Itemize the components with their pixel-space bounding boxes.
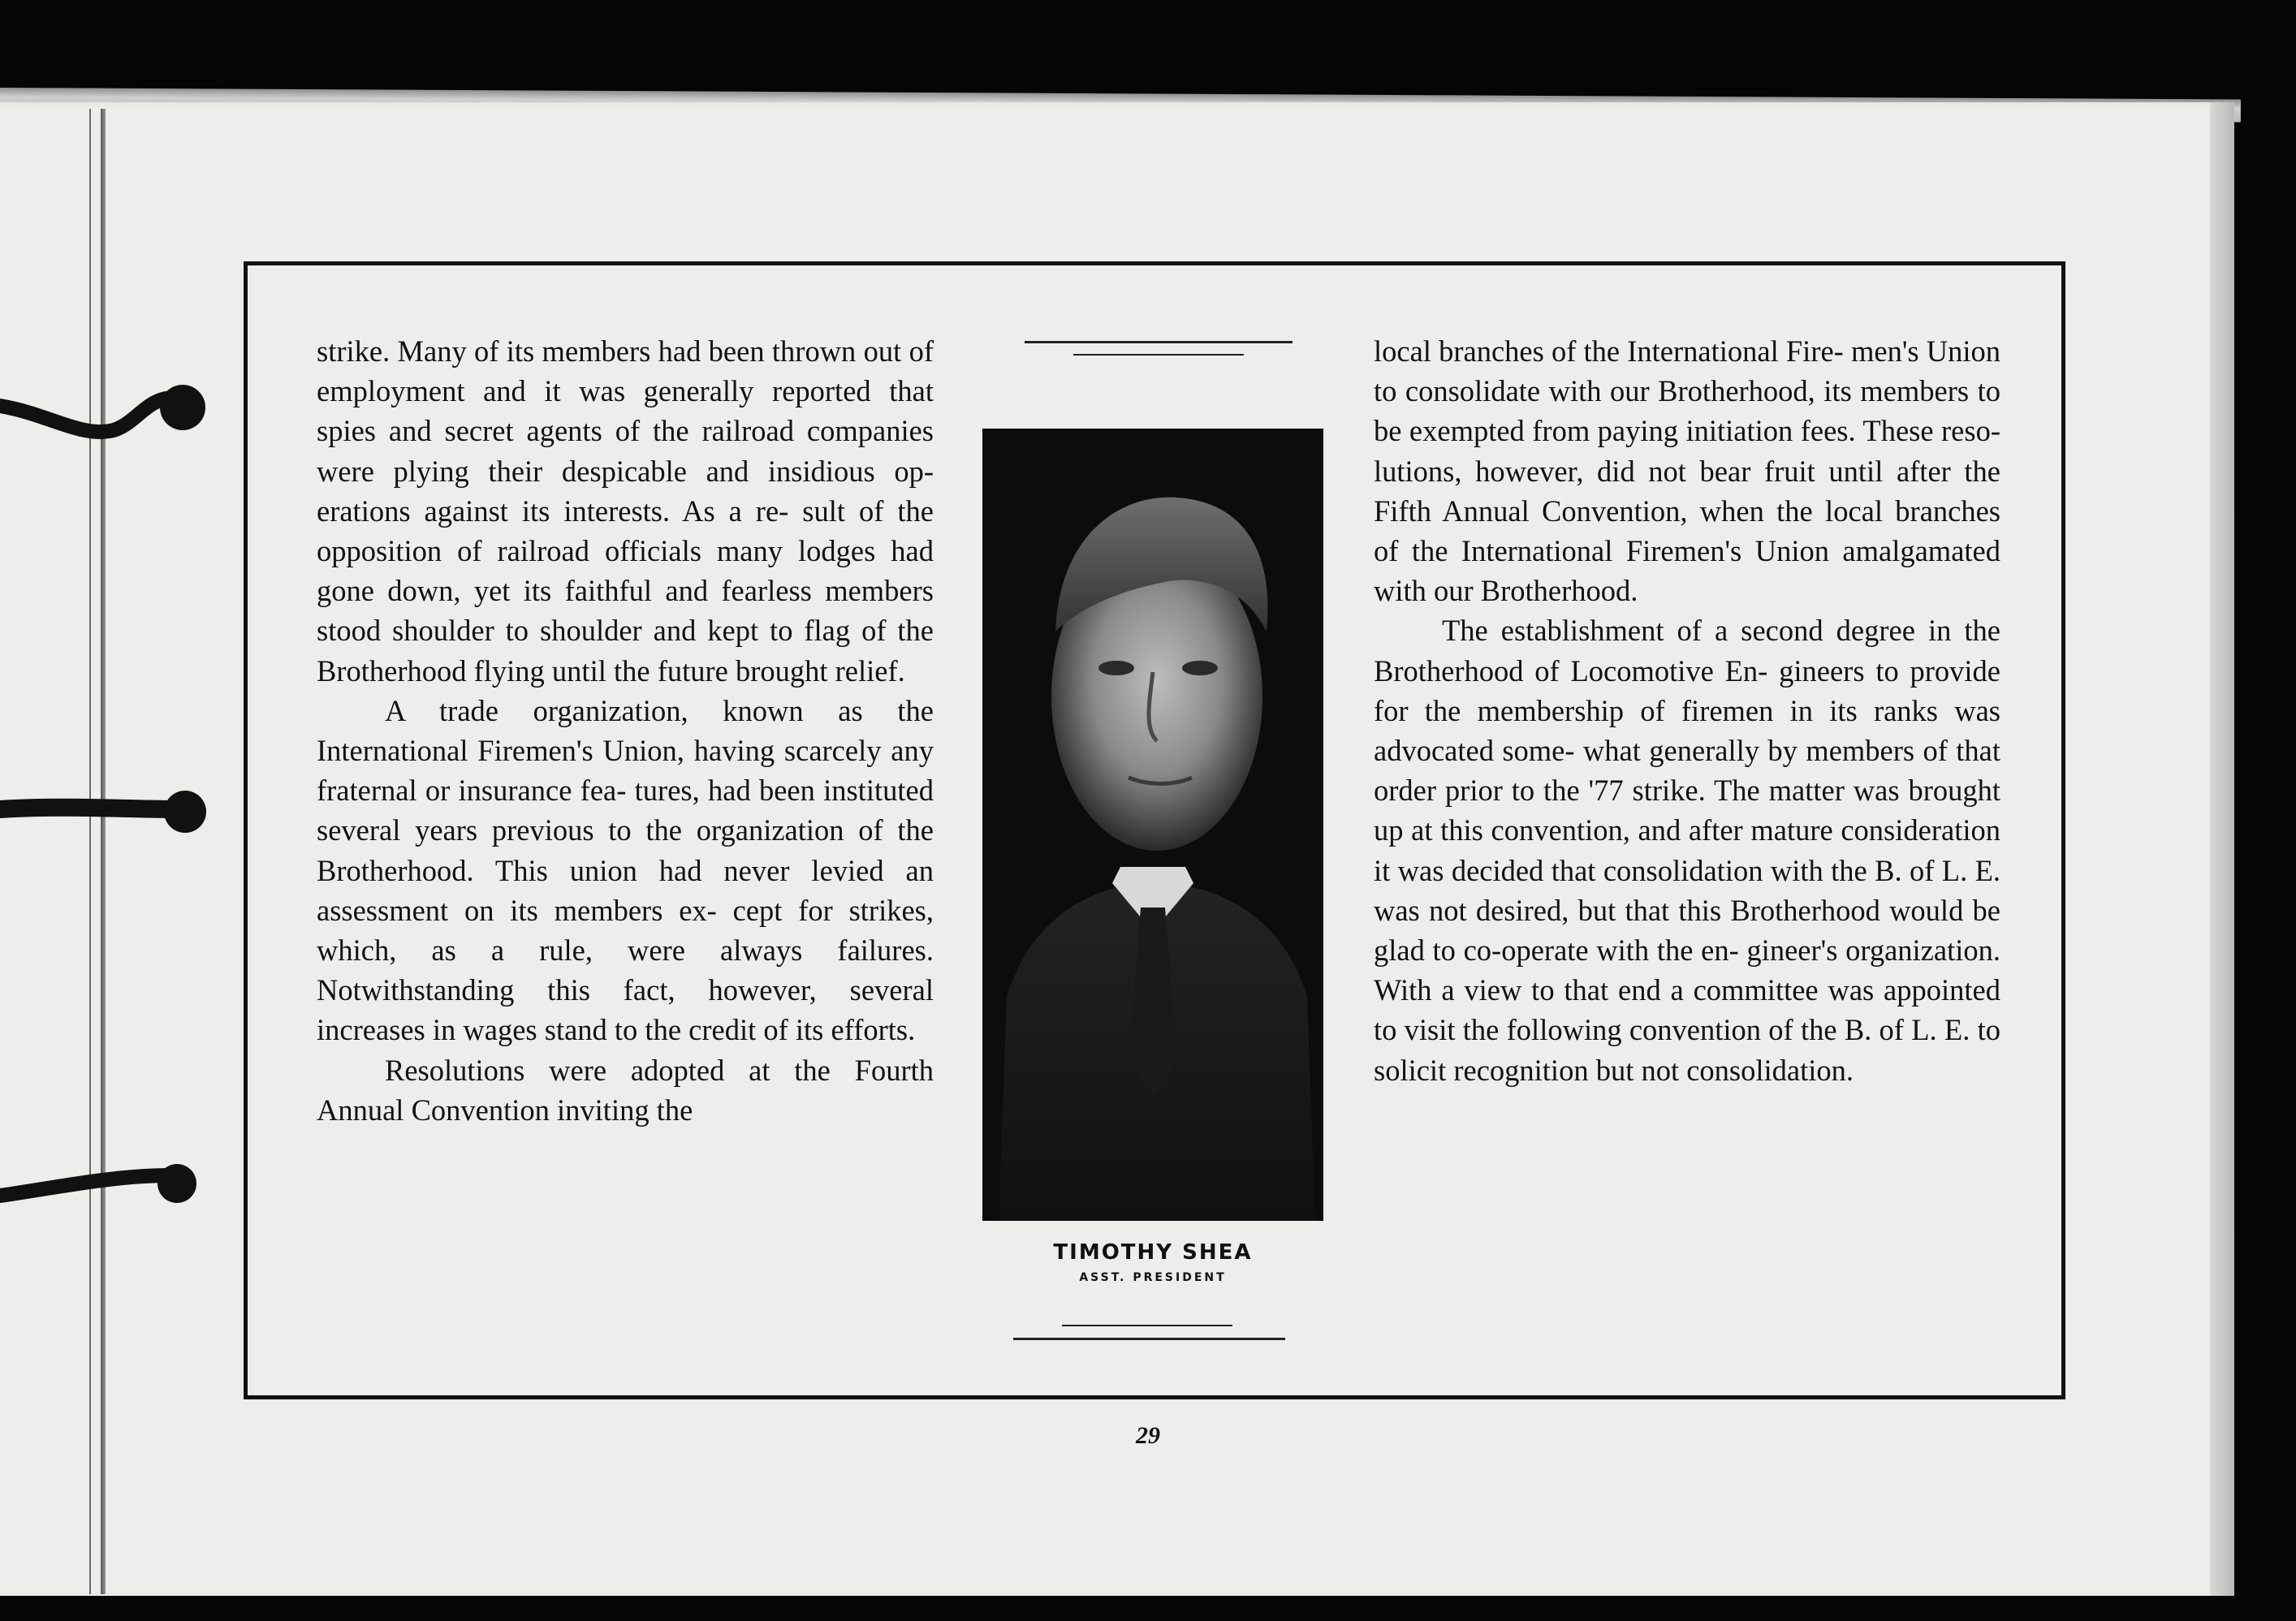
binding-ring-icon [0, 1151, 211, 1224]
portrait-image [982, 429, 1323, 1221]
right-text-column [1374, 331, 2000, 1090]
paragraph: A trade organization, known as the International Firemen's Union, having scarcely any fraternal or insurance fea- tures, had been instituted several years previous to the organization of the Brotherhood. This union had never levied an assessment on its members ex- cept for strikes, which, as a rule, were always failures. Notwithstanding this fact, however, several increases in wages stand to the credit of its efforts. [317, 693, 934, 1047]
binding-ring-icon [0, 382, 211, 455]
ornament-rule [1025, 341, 1293, 343]
paragraph: local branches of the International Fire- men's Union to consolidate with our Brotherhood, its members to be exempted from paying initiation fees. These reso- lutions, however, did not bear fruit until after the Fifth Annual Convention, when the local branches of the International Firemen's Union amalgamated with our Brotherhood. [1374, 334, 2000, 608]
ornament-rule [1062, 1325, 1232, 1326]
page-edge [2210, 102, 2234, 1596]
binding-ring-icon [0, 773, 211, 846]
ornament-rule [1013, 1338, 1285, 1340]
gutter-line [89, 109, 91, 1594]
left-text-column [317, 331, 934, 1130]
ornament-rule [1073, 354, 1244, 356]
paragraph: The establishment of a second degree in the Brotherhood of Locomotive En- gineers to provide for the membership of firemen in its ranks was advocated some- what generally by members of that order prior to the '77 strike. The matter was brought up at this convention, and after mature consideration it was decided that consolidation with the B. of L. E. was not desired, but that this Brotherhood would be glad to co-operate with the en- gineer's organization. With a view to that end a committee was appointed to visit the following convention of the B. of L. E. to solicit recognition but not consolidation. [1374, 614, 2000, 1087]
paragraph: strike. Many of its members had been thrown out of employment and it was generally reported that spies and secret agents of the railroad companies were plying their despicable and insidious op- erations against its interests. As a re- sult of the opposition of railroad officials many lodges had gone down, yet its faithful and fearless members stood shoulder to shoulder and kept to flag of the Brotherhood flying until the future brought relief. [317, 334, 934, 688]
gutter-fold [101, 109, 106, 1594]
portrait-name: TIMOTHY SHEA [1053, 1240, 1253, 1265]
portrait-title: ASST. PRESIDENT [1079, 1271, 1227, 1284]
paragraph: Resolutions were adopted at the Fourth Annual Convention inviting the [317, 1053, 934, 1127]
page-number: 29 [1136, 1422, 1160, 1449]
portrait-photo [982, 429, 1323, 1221]
